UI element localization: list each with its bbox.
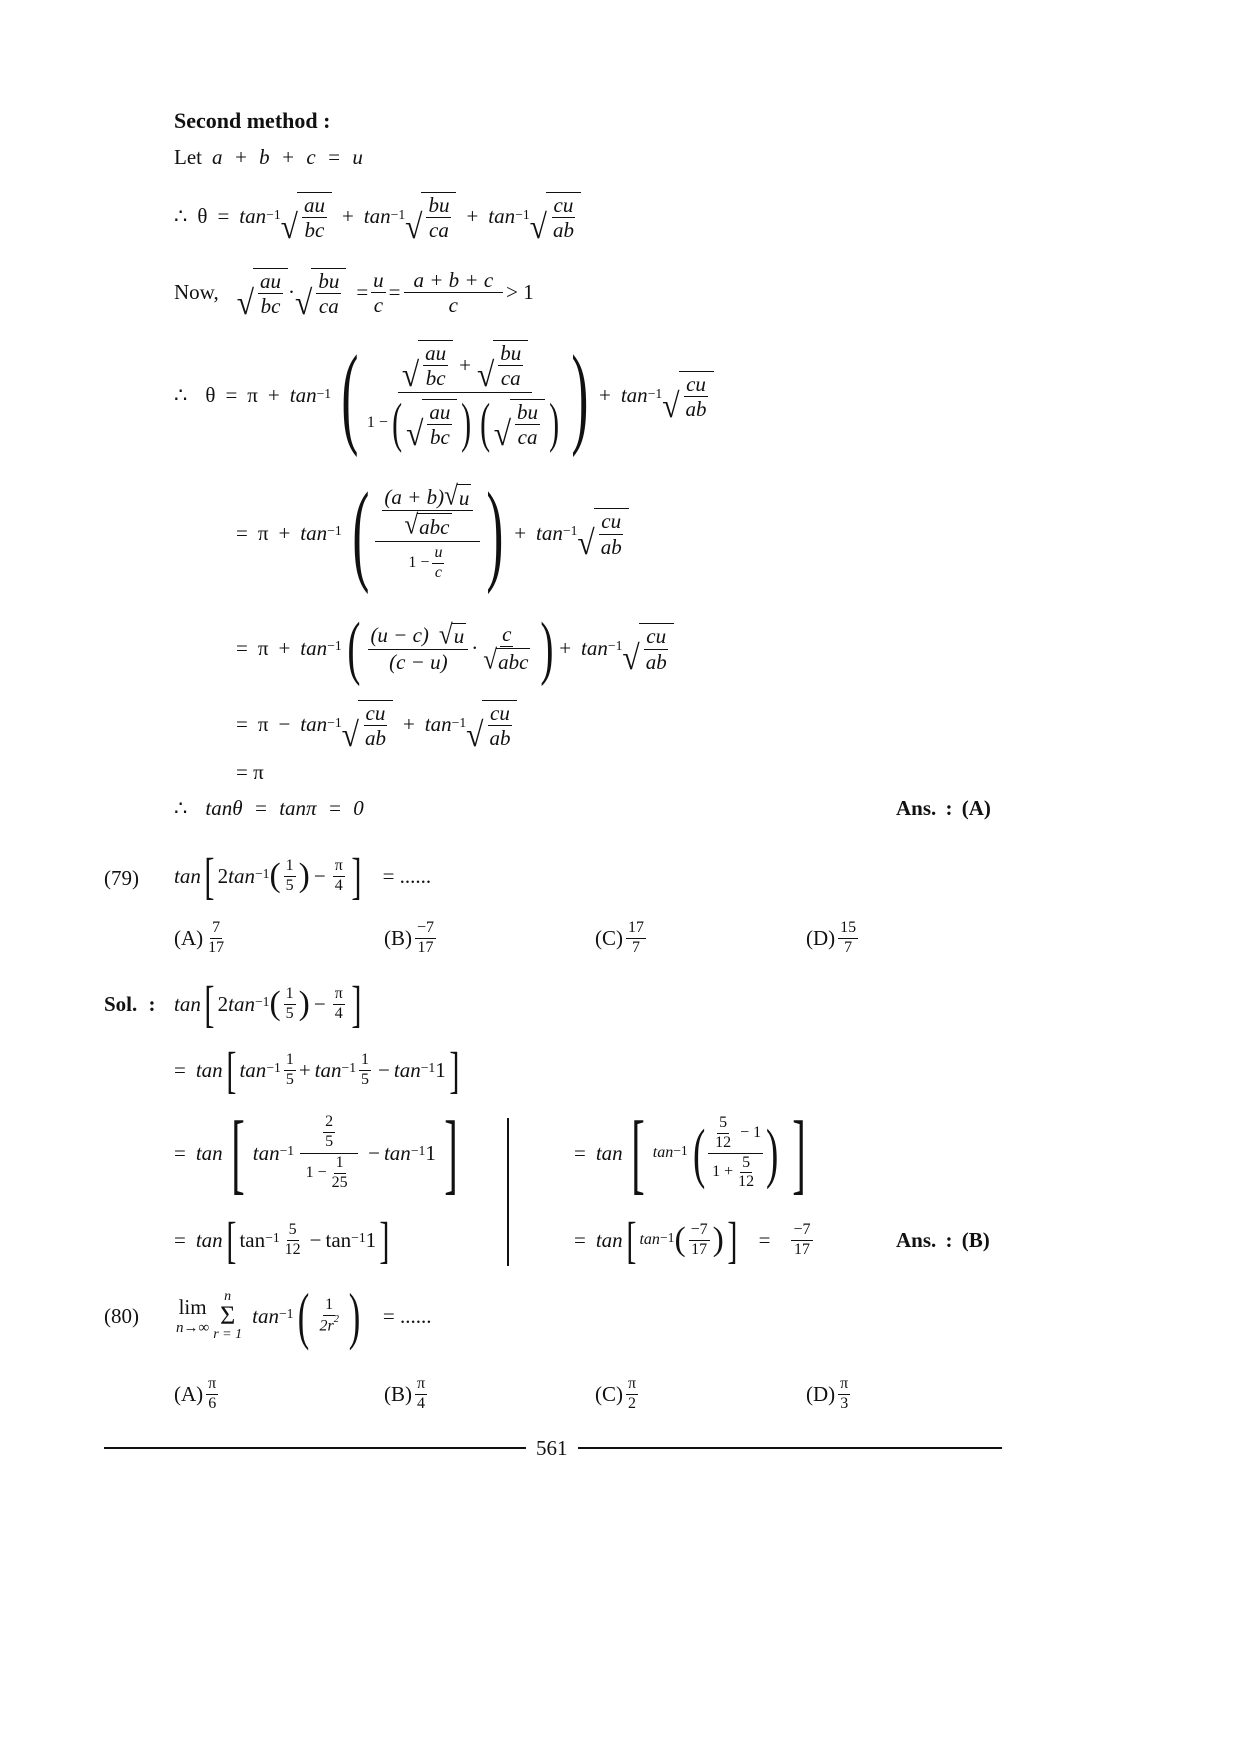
inverse-exponent: −1 [390, 206, 406, 222]
tan-label: tan [228, 863, 255, 888]
inverse-exponent: −1 [278, 1306, 294, 1321]
sum-upper: n [224, 1289, 232, 1305]
one-minus: 1 − [305, 1163, 327, 1181]
tan-label: tan [488, 204, 516, 229]
numerator: −7 [791, 1222, 812, 1241]
radicand: u [458, 485, 470, 510]
inverse-exponent: −1 [266, 1060, 281, 1075]
denominator: 7 [844, 938, 853, 956]
denominator: ab [645, 649, 667, 674]
inverse-exponent: −1 [607, 638, 623, 653]
inverse-exponent: −1 [316, 385, 332, 401]
inverse-exponent: −1 [647, 385, 663, 401]
denominator: 17 [793, 1240, 810, 1258]
step-2: = π + tan −1 ( (a + b) √ u √ abc 1 − $\frac{u}{c}$ ) + tan −1 √ $\frac{cu}{ab}$ [236, 478, 629, 588]
pi-symbol: π [257, 520, 269, 545]
denominator: c [448, 293, 458, 318]
argument-one: 1 [425, 1140, 436, 1165]
numerator: cu [601, 509, 622, 534]
denominator: ab [600, 534, 622, 559]
sum-lower: r = 1 [213, 1326, 243, 1342]
tan-label: tan [620, 383, 648, 407]
numerator: 2 [323, 1114, 335, 1133]
inverse-exponent: −1 [279, 1143, 295, 1158]
one-minus: 1 − [408, 554, 430, 572]
equals-sign: = [356, 280, 369, 305]
inverse-exponent: −1 [327, 523, 342, 538]
numerator: cu [553, 193, 574, 217]
tan-label: tan [300, 712, 328, 737]
denominator: ab [364, 726, 386, 751]
denominator: ab [552, 218, 574, 243]
tan-label: tan [252, 1140, 280, 1165]
radicand: abc [498, 649, 529, 674]
tan-label: tan [652, 1144, 674, 1161]
denominator: ca [318, 294, 339, 319]
result-pi: = π [236, 760, 264, 784]
therefore-symbol: ∴ [174, 204, 188, 229]
pi-symbol: π [247, 383, 258, 407]
inverse-exponent: −1 [673, 1143, 688, 1158]
numerator: π [626, 1376, 638, 1395]
plus-sign: + [466, 204, 479, 229]
solution-line-4-left: = tan [ tan −1 $\frac{5}{12}$ − tan −1 1 ] [174, 1211, 390, 1268]
inverse-exponent: −1 [341, 1060, 357, 1075]
tan-label: tan [314, 1057, 342, 1082]
column-divider [507, 1118, 509, 1266]
numerator: u [432, 545, 444, 564]
therefore-symbol: ∴ [174, 383, 188, 407]
sqrt-bu-ca: √ $\frac{bu}{ca}$ [295, 268, 346, 317]
tan-label: tan [228, 991, 255, 1016]
greater-than-one: > 1 [506, 280, 534, 305]
theta-definition [174, 192, 581, 246]
let-expr: a + b + c = u [211, 145, 363, 169]
tan-label: tan [639, 1231, 660, 1248]
numerator: 1 [284, 986, 296, 1005]
footer-rule-left [104, 1447, 526, 1449]
equals-sign: = [758, 1227, 771, 1252]
denominator: ca [429, 218, 449, 243]
tan-label: tan [363, 204, 391, 229]
denominator: 25 [331, 1173, 348, 1191]
denominator: 2r [319, 1317, 334, 1335]
inverse-exponent: −1 [327, 714, 342, 730]
tan-label: tan [174, 991, 201, 1016]
sigma-symbol: Σ [220, 1301, 236, 1331]
numerator: bu [428, 193, 450, 217]
numerator: 1 [284, 1052, 296, 1071]
denominator: bc [260, 294, 281, 319]
inverse-exponent: −1 [254, 994, 270, 1009]
tan-label-upright: tan [239, 1227, 266, 1252]
option-label: (A) [174, 925, 204, 950]
option-label: (B) [384, 1381, 412, 1406]
option-80-c[interactable] [595, 1376, 641, 1413]
therefore-symbol: ∴ [174, 796, 188, 820]
tan-theta-expr: tanθ = tanπ = 0 [205, 796, 364, 820]
equals-sign: = [574, 1227, 586, 1252]
denominator: 5 [285, 876, 294, 894]
denominator: 2 [628, 1394, 637, 1412]
numerator: π [333, 858, 345, 877]
tan-label: tan [300, 520, 328, 545]
solution-line-3-left: = tan [ tan −1 $\frac{2}{5}$ 1 − $\frac{1}{25}$ − tan −1 1 ] [174, 1102, 458, 1203]
denominator: 17 [208, 938, 225, 956]
numerator: c [502, 621, 512, 646]
question-79-expr: tan [ 2 tan −1 ( $\frac{1}{5}$ ) − $\frac{\pi}{4}$ ] = ...... [174, 847, 432, 904]
equals-sign: = [388, 280, 401, 305]
pi-symbol: π [257, 712, 269, 737]
inverse-exponent: −1 [659, 1230, 675, 1245]
theta-symbol: θ [205, 383, 216, 407]
tan-label: tan [424, 712, 452, 737]
numerator: 15 [838, 920, 858, 939]
question-80-number: (80) [104, 1304, 139, 1328]
denominator: bc [425, 366, 446, 391]
numerator: 7 [210, 920, 222, 939]
right-paren: ) [540, 608, 554, 688]
numerator-text: (u − c) [370, 623, 429, 648]
inverse-exponent: −1 [351, 1230, 366, 1245]
left-bracket: [ [204, 847, 215, 904]
tan-label: tan [289, 383, 317, 407]
tan-label: tan [174, 863, 201, 888]
solution-label: Sol. : [104, 992, 156, 1016]
numerator: cu [365, 701, 386, 725]
numerator: au [260, 269, 282, 293]
right-bracket: ] [351, 847, 362, 904]
let-word: Let [174, 145, 202, 169]
option-label: (C) [595, 1381, 623, 1406]
numerator: au [303, 193, 325, 217]
answer-label-2: Ans. : (B) [896, 1228, 990, 1252]
now-line: Now, √ $\frac{au}{bc}$ · √ $\frac{bu}{ca}$ = $\frac{u}{c}$ = $\frac{a + b + c}{c}$ > 1 [174, 268, 534, 322]
inverse-exponent: −1 [420, 1060, 436, 1075]
sqrt-cu-ab: √ $\frac{cu}{ab}$ [530, 192, 581, 241]
denominator: 6 [208, 1394, 217, 1412]
equals-sign: = [225, 383, 238, 407]
tan-label: tan [195, 1140, 223, 1165]
equals-sign: = [174, 1140, 186, 1165]
footer-rule-right [578, 1447, 1002, 1449]
equals-sign: = [236, 712, 248, 737]
limit-label: lim [178, 1295, 207, 1319]
numerator: cu [490, 701, 510, 725]
denominator: 17 [691, 1240, 708, 1258]
tan-label: tan [595, 1227, 623, 1252]
inverse-exponent: −1 [327, 638, 342, 653]
solution-line-3-right: = tan [ tan −1 ( $\frac{5}{12}$ − 1 1 + $\frac{5}{12}$ ) ] [574, 1102, 806, 1203]
denominator: 12 [715, 1133, 732, 1151]
argument-one: 1 [365, 1227, 377, 1252]
numerator: −7 [689, 1222, 710, 1241]
numerator: bu [517, 400, 539, 424]
option-label: (A) [174, 1381, 204, 1406]
question-80-expr: lim n→∞ n Σ r = 1 tan −1 ( $\frac{1}{2r^2}$ ) = ...... [176, 1280, 432, 1351]
option-80-d[interactable] [806, 1376, 853, 1413]
radicand: u [453, 624, 465, 649]
numerator: au [425, 341, 447, 366]
inverse-exponent: −1 [562, 523, 578, 538]
sqrt-bu-ca: √ $\frac{bu}{ca}$ [405, 192, 456, 241]
denominator: ca [500, 366, 521, 391]
argument-one: 1 [435, 1057, 446, 1082]
answer-label-1: Ans. : (A) [896, 796, 991, 820]
numerator: π [415, 1376, 427, 1395]
minus-sign: − [278, 712, 291, 737]
question-tail: = ...... [382, 1303, 432, 1328]
option-label: (D) [806, 925, 836, 950]
option-label: (C) [595, 925, 623, 950]
step-4: = π − tan −1 √ $\frac{cu}{ab}$ + tan −1 √ $\frac{cu}{ab}$ [236, 700, 517, 749]
inverse-exponent: −1 [265, 1230, 280, 1245]
tan-label: tan [195, 1227, 223, 1252]
tan-label: tan [239, 204, 267, 229]
numerator: 1 [323, 1297, 335, 1316]
coefficient-2: 2 [217, 991, 229, 1016]
option-label: (B) [384, 925, 412, 950]
one-minus: 1 − [366, 414, 388, 432]
coefficient-2: 2 [217, 863, 229, 888]
limit-subscript: n→∞ [176, 1320, 210, 1336]
numerator: 1 [334, 1155, 346, 1174]
denominator: 5 [285, 1004, 294, 1022]
denominator: 17 [417, 938, 434, 956]
option-80-b[interactable] [384, 1376, 430, 1413]
solution-line-4-right: = tan [ tan −1 ( $\frac{-7}{17}$ ) ] = $\frac{-7}{17}$ [574, 1211, 811, 1268]
equals-sign: = [217, 204, 230, 229]
denominator: 5 [361, 1070, 370, 1088]
tan-label: tan [383, 1140, 411, 1165]
sqrt-au-bc: √ $\frac{au}{bc}$ [237, 268, 288, 317]
denominator: (c − u) [389, 650, 448, 675]
denominator: ab [685, 397, 707, 421]
denominator: 7 [632, 938, 640, 956]
tan-label: tan [300, 635, 328, 660]
step-3: = π + tan −1 ( (u − c) √ u (c − u) · c √ abc ) + tan −1 √ $\frac{cu}{ab}$ [236, 618, 674, 678]
numerator: a + b + c [404, 269, 504, 293]
numerator: cu [646, 624, 667, 649]
denominator: bc [429, 425, 450, 450]
numerator: bu [318, 269, 340, 293]
numerator: 17 [626, 920, 646, 939]
numerator: cu [686, 371, 706, 396]
equals-sign: = [236, 635, 248, 660]
inverse-exponent: −1 [451, 714, 467, 730]
inverse-exponent: −1 [266, 206, 281, 222]
numerator: −7 [415, 920, 436, 939]
tan-label: tan [581, 635, 608, 660]
equals-sign: = [174, 1227, 186, 1252]
big-fraction: √ $\frac{au}{bc}$ + √ $\frac{bu}{ca}$ 1 − ( √ $\frac{au}{bc}$ ) ( √ $\frac{bu}{ca}$ ) [366, 341, 560, 454]
numerator: π [333, 986, 345, 1005]
option-80-a[interactable] [174, 1376, 221, 1413]
denominator: bc [304, 218, 325, 243]
solution-line-2: = tan [ tan −1 $\frac{1}{5}$ + tan −1 $\frac{1}{5}$ − tan −1 1 ] [174, 1041, 460, 1098]
numerator: u [373, 268, 384, 292]
denominator: 12 [738, 1173, 755, 1191]
step-1: ∴ θ = π + tan −1 ( √ $\frac{au}{bc}$ + √ $\frac{bu}{ca}$ 1 − ( √ $\frac{au}{bc}$ ) ( √ $\frac{bu}{ca}$ ) ) + tan −1 √ $\frac{cu}{ab}$ [174, 338, 714, 453]
left-paren: ( [352, 469, 370, 596]
option-79-d[interactable] [806, 920, 861, 957]
tan-label: tan [393, 1057, 421, 1082]
question-79-number: (79) [104, 866, 139, 890]
pi-symbol: π [257, 635, 269, 660]
option-label: (D) [806, 1381, 836, 1406]
numerator: bu [500, 341, 522, 366]
denominator: ab [489, 726, 511, 751]
plus-sign: + [341, 204, 354, 229]
theta-symbol: θ [197, 204, 208, 229]
section-heading: Second method : [174, 108, 331, 133]
numerator: 1 [284, 858, 296, 877]
solution-expr: tan [ 2 tan −1 ( $\frac{1}{5}$ ) − $\frac{\pi}{4}$ ] [174, 975, 362, 1032]
sqrt-au-bc: √ $\frac{au}{bc}$ [281, 192, 332, 241]
inverse-exponent: −1 [254, 866, 270, 881]
numerator: au [429, 400, 451, 424]
inverse-exponent: −1 [515, 206, 530, 222]
tan-label: tan [536, 520, 563, 545]
question-tail: = ...... [382, 863, 432, 888]
denominator: 5 [285, 1070, 294, 1088]
tan-label-upright: tan [325, 1227, 352, 1252]
right-paren: ) [571, 331, 589, 458]
denominator: 5 [325, 1133, 334, 1151]
denominator: c [373, 293, 384, 318]
let-line [174, 145, 363, 170]
page-number: 561 [536, 1436, 568, 1460]
tan-theta-line [174, 796, 364, 821]
denominator: 3 [840, 1394, 849, 1412]
option-79-a[interactable] [174, 920, 229, 957]
denominator: 12 [284, 1240, 301, 1258]
equals-sign: = [174, 1057, 186, 1082]
radicand: abc [419, 514, 450, 539]
denominator: 4 [417, 1394, 426, 1412]
option-79-c[interactable] [595, 920, 649, 957]
inverse-exponent: −1 [410, 1143, 426, 1158]
option-79-b[interactable] [384, 920, 439, 957]
denominator: ca [517, 425, 538, 450]
numerator: 1 [359, 1052, 371, 1071]
tan-label: tan [239, 1057, 267, 1082]
tan-label: tan [595, 1140, 623, 1165]
numerator-text: (a + b) [384, 484, 445, 509]
tan-label: tan [195, 1057, 223, 1082]
equals-sign: = [236, 520, 248, 545]
left-paren: ( [347, 608, 361, 688]
tan-label: tan [252, 1303, 279, 1328]
left-paren: ( [341, 331, 359, 458]
right-paren: ) [486, 469, 504, 596]
equals-sign: = [574, 1140, 586, 1165]
denominator: c [434, 563, 442, 581]
numerator: π [838, 1376, 850, 1395]
now-label: Now, [174, 280, 219, 305]
numerator: π [206, 1376, 218, 1395]
